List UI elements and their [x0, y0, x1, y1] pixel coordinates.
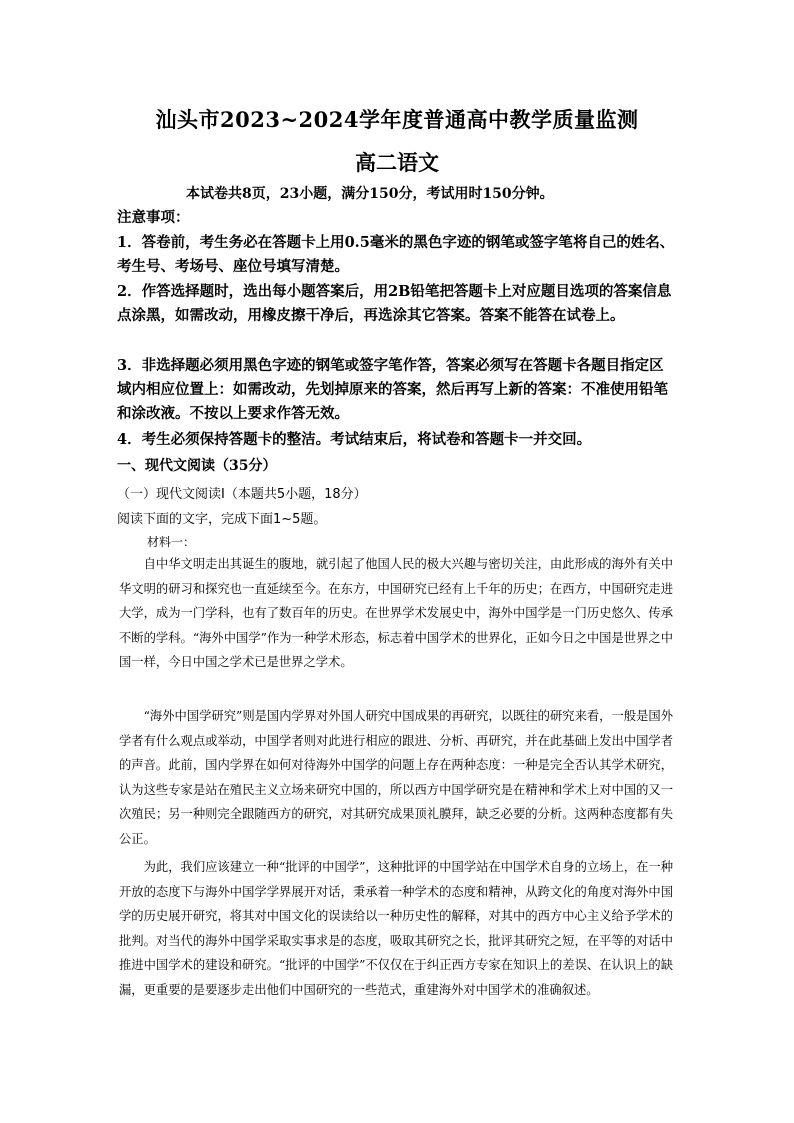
exam-info: 本试卷共8页，23小题，满分150分，考试用时150分钟。 — [186, 186, 554, 202]
passage-paragraph-2: “海外中国学研究”则是国内学界对外国人研究中国成果的再研究，以既往的研究来看，一般是国外学者有什么观点或举动，中国学者则对此进行相应的跟进、分析、再研究，并在此基础上发出中国学者的声音。此前，国内学界在如何对待海外中国学的问题上存在两种态度：一种是完全否认其学术研究，认为这些专家是站在殖民主义立场来研究中国的，所以西方中国学研究是在精神和学术上对中国的又一次殖民；另一种则完全跟随西方的研究，对其研究成果顶礼膜拜，缺乏必要的分析。这两种态度都有失公正。 — [119, 709, 673, 846]
notice-item-1: 1．答卷前，考生务必在答题卡上用0.5毫米的黑色字迹的钢笔或签字笔将自己的姓名、考生号、考场号、座位号填写清楚。 — [117, 234, 675, 275]
passage-paragraph-3: 为此，我们应该建立一种“批评的中国学”，这种批评的中国学站在中国学术自身的立场上，在一种开放的态度下与海外中国学学界展开对话，秉承着一种学术的态度和精神，从跨文化的角度对海外中国学的历史展开研究，将其对中国文化的误读给以一种历史性的解释，对其中的西方中心主义给予学术的批判。对当代的海外中国学采取实事求是的态度，吸取其研究之长，批评其研究之短，在平等的对话中推进中国学术的建设和研究。“批评的中国学”不仅仅在于纠正西方专家在知识上的差误、在认识上的缺漏，更重要的是要逐步走出他们中国研究的一些范式，重建海外对中国学术的准确叙述。 — [119, 860, 673, 997]
material-label: 材料一： — [147, 535, 196, 549]
notice-item-4: 4．考生必须保持答题卡的整洁。考试结束后，将试卷和答题卡一并交回。 — [117, 431, 592, 448]
notice-item-2: 2．作答选择题时，选出每小题答案后，用2B铅笔把答题卡上对应题目选项的答案信息点涂黑，如需改动，用橡皮擦干净后，再选涂其它答案。答案不能答在试卷上。 — [117, 283, 672, 324]
page-title: 汕头市2023~2024学年度普通高中教学质量监测 — [155, 107, 639, 132]
reading-instruction: 阅读下面的文字，完成下面1~5题。 — [117, 512, 327, 527]
subject-title: 高二语文 — [355, 150, 439, 175]
notice-heading: 注意事项： — [117, 209, 190, 226]
section-heading: 一、现代文阅读（35分） — [117, 458, 277, 474]
notice-item-3: 3．非选择题必须用黑色字迹的钢笔或签字笔作答，答案必须写在答题卡各题目指定区域内相应位置上：如需改动，先划掉原来的答案，然后再写上新的答案：不准使用铅笔和涂改液。不按以上要求作答无效。 — [117, 357, 668, 422]
section-subheading: （一）现代文阅读Ⅰ（本题共5小题，18分） — [117, 487, 367, 502]
passage-paragraph-1: 自中华文明走出其诞生的腹地，就引起了他国人民的极大兴趣与密切关注，由此形成的海外有关中华文明的研习和探究也一直延续至今。在东方，中国研究已经有上千年的历史；在西方，中国研究走进大学，成为一门学科，也有了数百年的历史。在世界学术发展史中，海外中国学是一门历史悠久、传承不断的学科。“海外中国学”作为一种学术形态，标志着中国学术的世界化，正如今日之中国是世界之中国一样，今日中国之学术已是世界之学术。 — [119, 557, 673, 670]
